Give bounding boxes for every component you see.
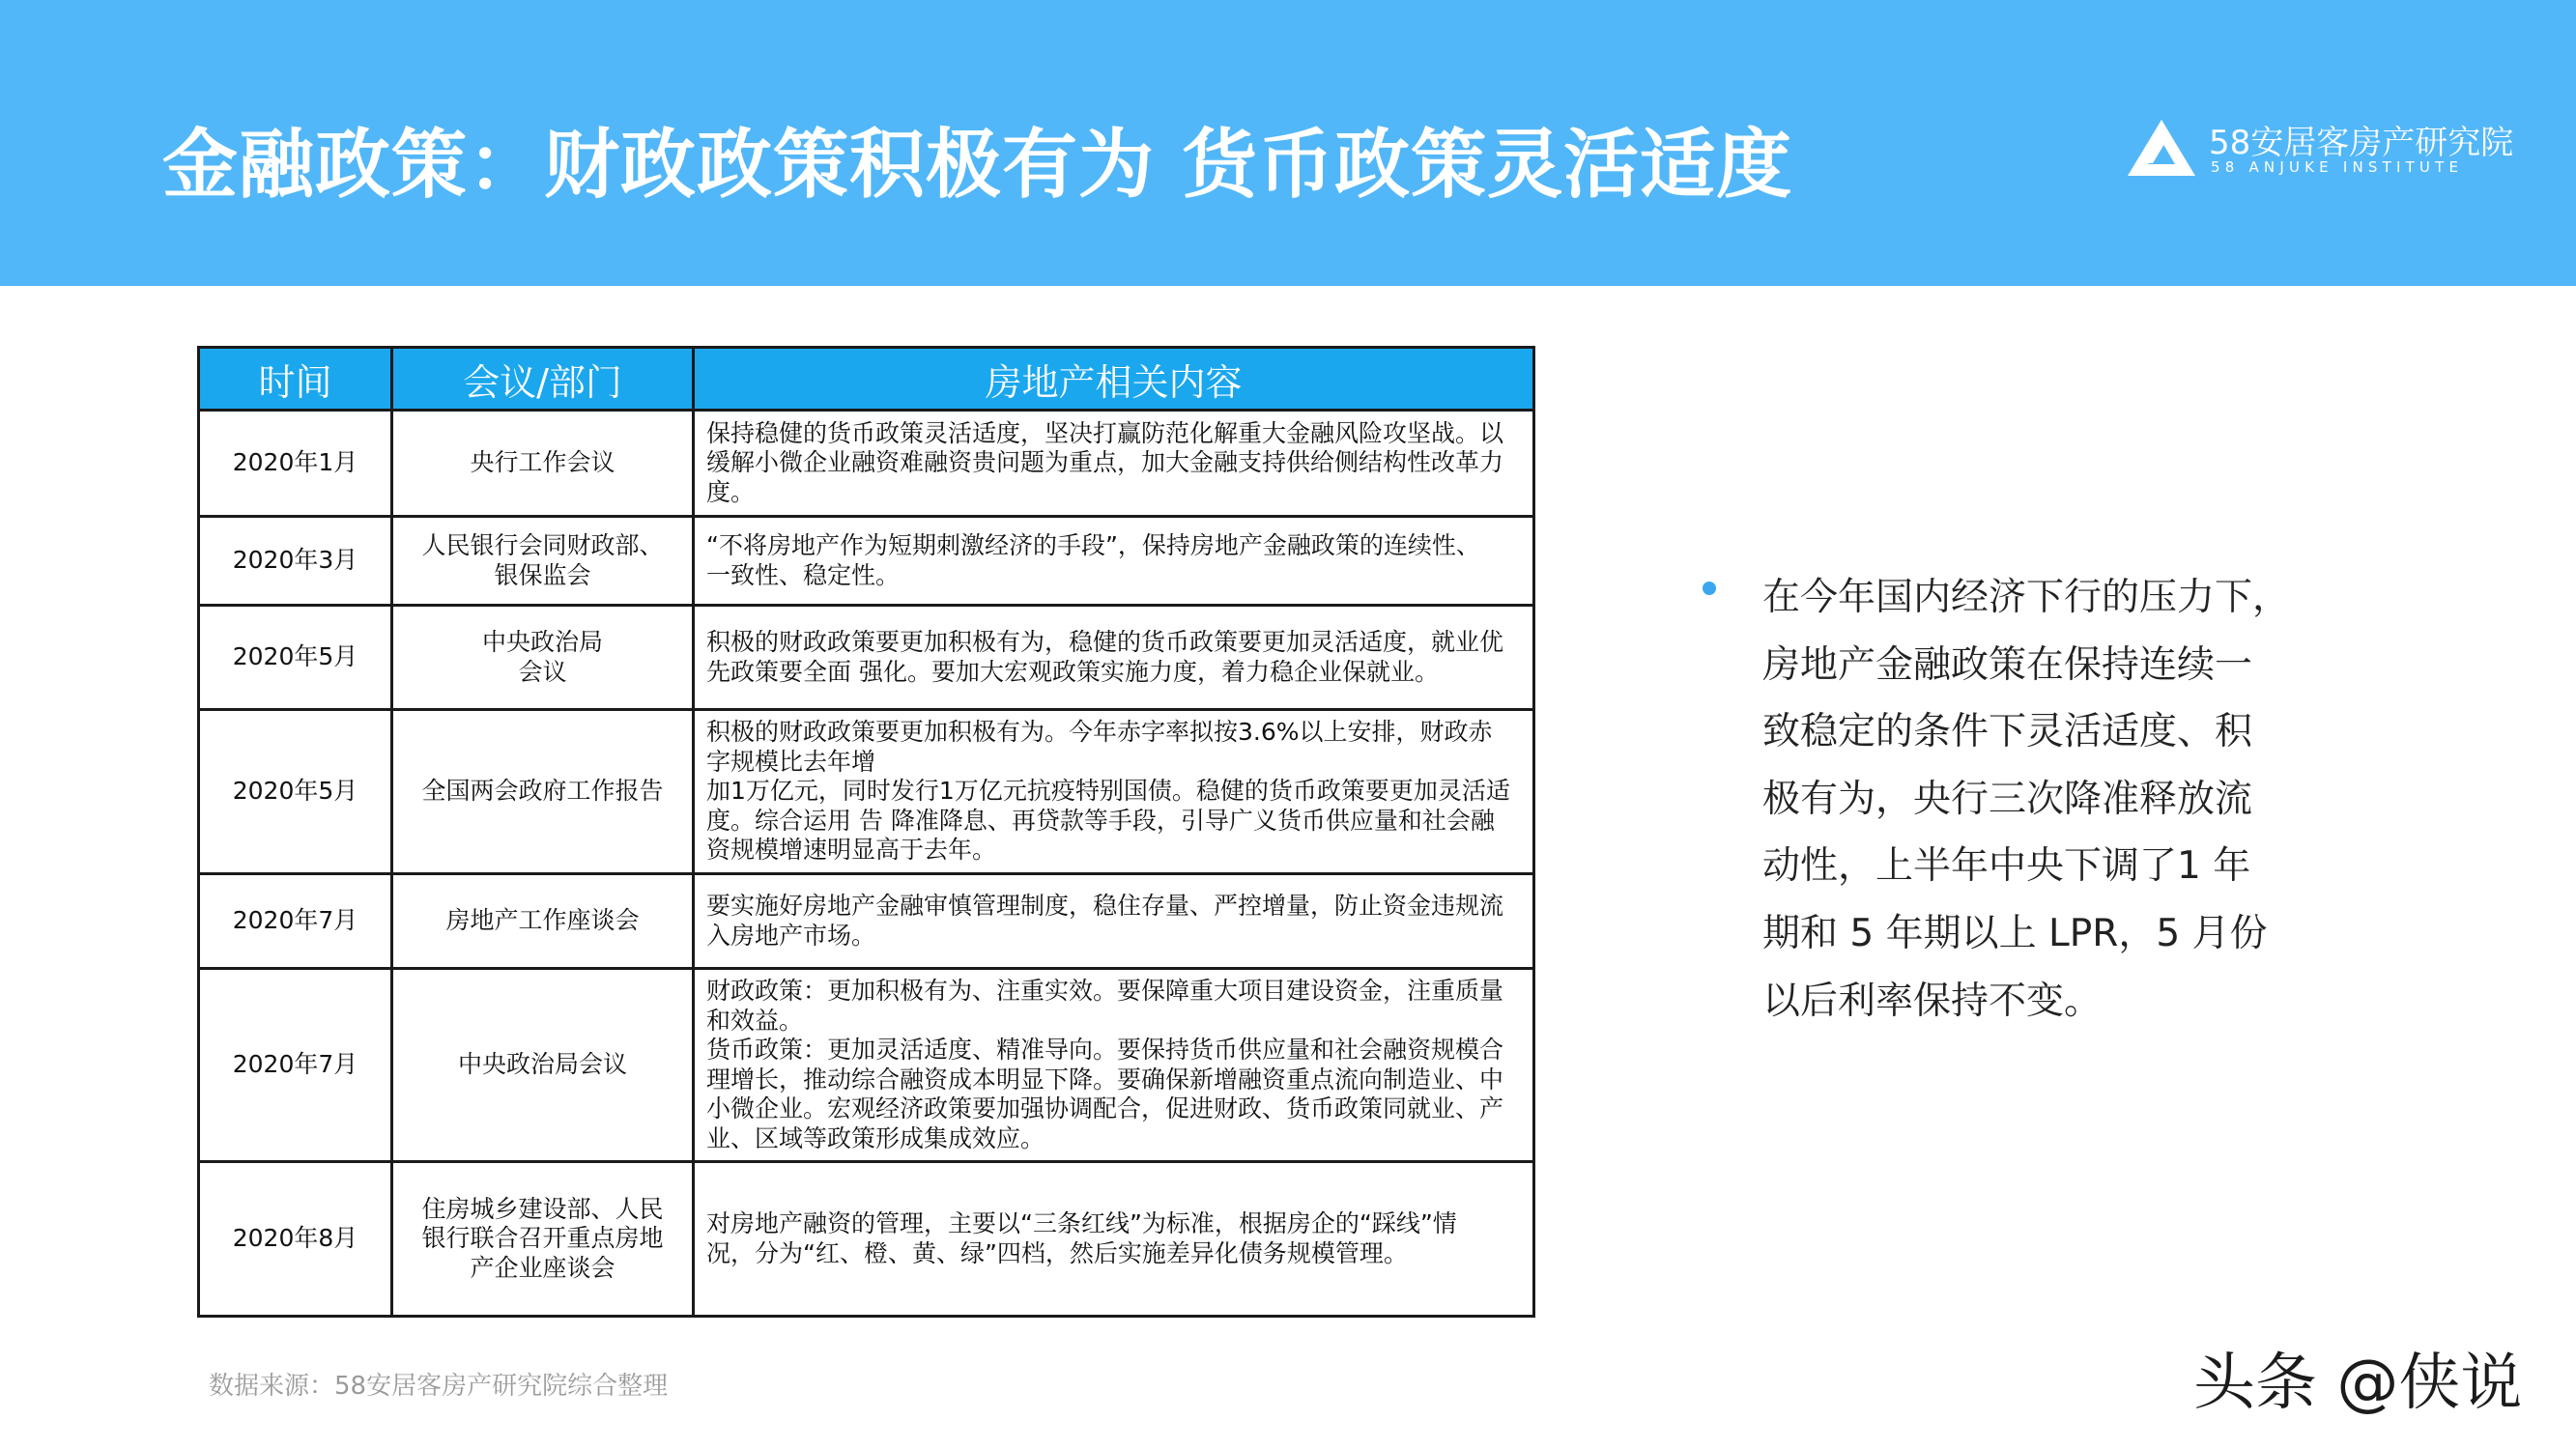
content-line: 度。综合运用 告 降准降息、再贷款等手段，引导广义货币供应量和社会融 xyxy=(706,806,1495,835)
cell-content xyxy=(694,710,1534,874)
meeting-line: 产企业座谈会 xyxy=(470,1253,615,1282)
meeting-line: 中央政治局 xyxy=(481,628,603,656)
cell-time: 2020年8月 xyxy=(199,1162,392,1317)
summary-text xyxy=(1762,564,2304,1035)
cell-content xyxy=(694,969,1534,1162)
content-line: 积极的财政政策要更加积极有为。今年赤字率拟按3.6%以上安排，财政赤 xyxy=(706,718,1493,747)
summary-line: 动性，上半年中央下调了1 年 xyxy=(1762,844,2251,889)
cell-content xyxy=(694,606,1534,710)
cell-meeting xyxy=(392,710,694,874)
watermark: 头条 @侠说 xyxy=(2193,1348,2523,1419)
anjuke-triangle-icon xyxy=(2126,118,2197,178)
cell-time: 2020年7月 xyxy=(199,874,392,969)
summary-line: 以后利率保持不变。 xyxy=(1762,979,2103,1023)
content-line: 字规模比去年增 xyxy=(706,747,876,776)
content-line: 先政策要全面 强化。要加大宏观政策实施力度，着力稳企业保就业。 xyxy=(706,657,1439,686)
cell-time: 2020年1月 xyxy=(199,411,392,517)
summary-line: 致稳定的条件下灵活适度、积 xyxy=(1762,710,2253,754)
content-line: 业、区域等政策形成集成效应。 xyxy=(706,1123,1045,1152)
content-line: 对房地产融资的管理，主要以“三条红线”为标准，根据房企的“踩线”情 xyxy=(706,1209,1457,1237)
summary-line: 在今年国内经济下行的压力下， xyxy=(1762,576,2291,619)
cell-meeting xyxy=(392,969,694,1162)
content-line: 况，分为“红、橙、黄、绿”四档，然后实施差异化债务规模管理。 xyxy=(706,1238,1408,1267)
cell-content xyxy=(694,411,1534,517)
header-time: 时间 xyxy=(199,348,392,411)
content-line: 货币政策：更加灵活适度、精准导向。要保持货币供应量和社会融资规模合 xyxy=(706,1036,1504,1064)
header-content: 房地产相关内容 xyxy=(694,348,1534,411)
cell-meeting xyxy=(392,411,694,517)
summary-line: 极有为，央行三次降准释放流 xyxy=(1762,777,2253,821)
content-line: 要实施好房地产金融审慎管理制度，稳住存量、严控增量，防止资金违规流 xyxy=(706,892,1504,920)
page-title: 金融政策：财政政策积极有为 货币政策灵活适度 xyxy=(162,122,1793,209)
content-line: “不将房地产作为短期刺激经济的手段”，保持房地产金融政策的连续性、 xyxy=(706,531,1480,559)
content-line: 小微企业。宏观经济政策要加强协调配合，促进财政、货币政策同就业、产 xyxy=(706,1094,1504,1122)
content-line: 入房地产市场。 xyxy=(706,921,876,950)
meeting-line: 中央政治局会议 xyxy=(457,1050,627,1079)
cell-time: 2020年7月 xyxy=(199,969,392,1162)
table-body xyxy=(199,411,1534,1317)
cell-meeting xyxy=(392,1162,694,1317)
header-banner xyxy=(0,0,2576,286)
brand-logo xyxy=(2126,116,2522,184)
cell-meeting xyxy=(392,517,694,606)
table-row xyxy=(199,874,1534,969)
meeting-line: 住房城乡建设部、人民 xyxy=(421,1194,664,1223)
cell-content xyxy=(694,874,1534,969)
content-line: 一致性、稳定性。 xyxy=(706,560,901,589)
content-line: 保持稳健的货币政策灵活适度，坚决打赢防范化解重大金融风险攻坚战。以 xyxy=(706,418,1504,447)
meeting-line: 会议 xyxy=(518,657,567,686)
content-line: 和效益。 xyxy=(706,1006,804,1035)
content-line: 缓解小微企业融资难融资贵问题为重点，加大金融支持供给侧结构性改革力 xyxy=(706,448,1504,477)
summary-line: 房地产金融政策在保持连续一 xyxy=(1762,642,2253,687)
table-header-row xyxy=(199,348,1534,411)
table-row xyxy=(199,606,1534,710)
meeting-line: 央行工作会议 xyxy=(470,448,615,477)
content-line: 理增长，推动综合融资成本明显下降。要确保新增融资重点流向制造业、中 xyxy=(706,1065,1504,1094)
summary-line: 期和 5 年期以上 LPR，5 月份 xyxy=(1762,911,2268,955)
cell-time: 2020年5月 xyxy=(199,710,392,874)
meeting-line: 人民银行会同财政部、 xyxy=(421,531,664,559)
meeting-line: 银行联合召开重点房地 xyxy=(421,1224,664,1253)
bullet-dot-icon xyxy=(1703,582,1716,595)
meeting-line: 房地产工作座谈会 xyxy=(445,906,640,935)
content-line: 加1万亿元，同时发行1万亿元抗疫特别国债。稳健的货币政策要更加灵活适 xyxy=(706,777,1510,806)
cell-time: 2020年5月 xyxy=(199,606,392,710)
table-row xyxy=(199,710,1534,874)
cell-time: 2020年3月 xyxy=(199,517,392,606)
content-line: 财政政策：更加积极有为、注重实效。要保障重大项目建设资金，注重质量 xyxy=(706,977,1504,1005)
policy-table xyxy=(197,346,1535,1318)
content-line: 积极的财政政策要更加积极有为，稳健的货币政策要更加灵活适度，就业优 xyxy=(706,628,1504,656)
data-source-note: 数据来源：58安居客房产研究院综合整理 xyxy=(209,1372,669,1401)
cell-meeting xyxy=(392,606,694,710)
cell-content xyxy=(694,517,1534,606)
logo-chinese-name: 58安居客房产研究院 xyxy=(2209,124,2514,162)
logo-english-name: 58 ANJUKE INSTITUTE xyxy=(2211,158,2464,176)
table-row xyxy=(199,411,1534,517)
cell-content xyxy=(694,1162,1534,1317)
meeting-line: 全国两会政府工作报告 xyxy=(421,777,664,806)
table-row xyxy=(199,1162,1534,1317)
content-line: 资规模增速明显高于去年。 xyxy=(706,836,997,865)
table-row xyxy=(199,969,1534,1162)
content-line: 度。 xyxy=(706,477,756,506)
header-meeting: 会议/部门 xyxy=(392,348,694,411)
meeting-line: 银保监会 xyxy=(494,560,591,589)
cell-meeting xyxy=(392,874,694,969)
table-row xyxy=(199,517,1534,606)
